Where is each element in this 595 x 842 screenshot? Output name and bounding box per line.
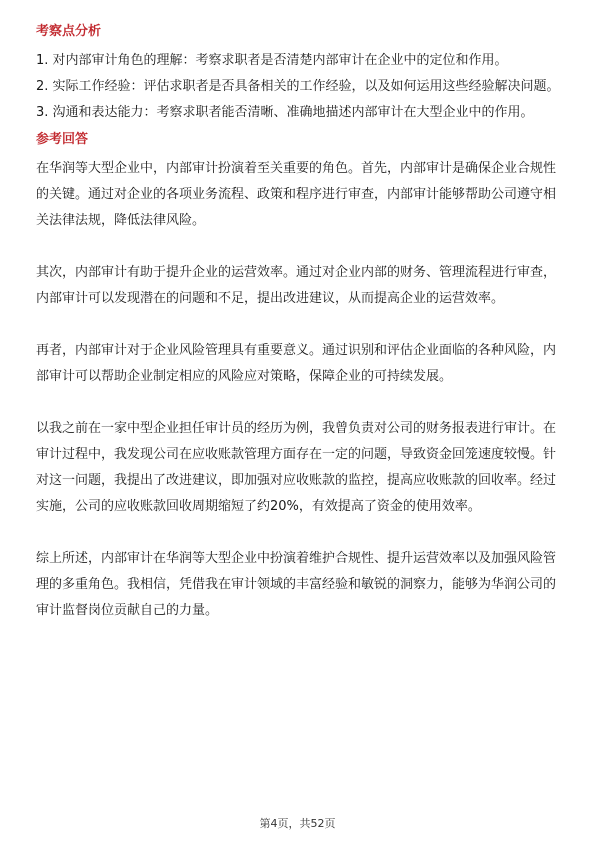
analysis-item-2: 2. 实际工作经验：评估求职者是否具备相关的工作经验，以及如何运用这些经验解决问题。: [36, 79, 560, 94]
analysis-heading: 考察点分析: [36, 24, 102, 39]
answer-paragraph-3: 再者，内部审计对于企业风险管理具有重要意义。通过识别和评估企业面临的各种风险，内部审计可以帮助企业制定相应的风险应对策略，保障企业的可持续发展。: [36, 343, 557, 384]
answer-paragraph-4: 以我之前在一家中型企业担任审计员的经历为例，我曾负责对公司的财务报表进行审计。在审计过程中，我发现公司在应收账款管理方面存在一定的问题，导致资金回笼速度较慢。针对这一问题，我提出了改进建议，即加强对应收账款的监控，提高应收账款的回收率。经过实施，公司的应收账款回收周期缩短了约20%，有效提高了资金的使用效率。: [36, 421, 557, 514]
answer-heading: 参考回答: [36, 132, 89, 147]
paragraph-spacer: [36, 312, 564, 338]
answer-paragraph-5: 综上所述，内部审计在华润等大型企业中扮演着维护合规性、提升运营效率以及加强风险管理的多重角色。我相信，凭借我在审计领域的丰富经验和敏锐的洞察力，能够为华润公司的审计监督岗位贡献自己的力量。: [36, 551, 557, 618]
analysis-item-3: 3. 沟通和表达能力：考察求职者能否清晰、准确地描述内部审计在大型企业中的作用。: [36, 105, 534, 120]
document-page: [36, 22, 564, 624]
analysis-item-1: 1. 对内部审计角色的理解：考察求职者是否清楚内部审计在企业中的定位和作用。: [36, 53, 508, 68]
paragraph-spacer: [36, 520, 564, 546]
answer-paragraph-2: 其次，内部审计有助于提升企业的运营效率。通过对企业内部的财务、管理流程进行审查，内部审计可以发现潜在的问题和不足，提出改进建议，从而提高企业的运营效率。: [36, 265, 557, 306]
page-number: 第4页，共52页: [259, 817, 336, 830]
answer-paragraph-1: 在华润等大型企业中，内部审计扮演着至关重要的角色。首先，内部审计是确保企业合规性的关键。通过对企业的各项业务流程、政策和程序进行审查，内部审计能够帮助公司遵守相关法律法规，降低法律风险。: [36, 161, 557, 228]
paragraph-spacer: [36, 234, 564, 260]
paragraph-spacer: [36, 390, 564, 416]
